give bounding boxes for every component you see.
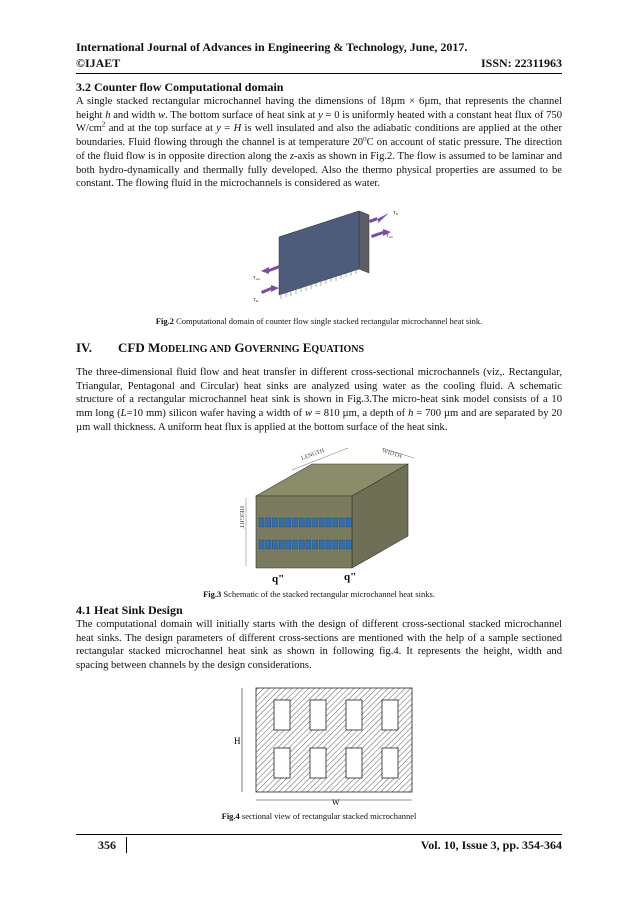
fig4-channel: [274, 700, 290, 730]
volume-info: Vol. 10, Issue 3, pp. 354-364: [420, 838, 562, 852]
page-number: 356: [98, 838, 116, 852]
section-4-1-title: 4.1 Heat Sink Design: [76, 603, 183, 617]
fig2-label-1: $T_{in}$: [393, 210, 399, 216]
fig3-channel: [299, 518, 304, 527]
fig3-channel: [286, 540, 291, 549]
journal-title: International Journal of Advances in Engineering & Technology, June, 2017.: [76, 40, 468, 54]
fig3-channel: [299, 540, 304, 549]
fig2-label-3: $T_{out}$: [253, 275, 260, 281]
header-rule: [76, 73, 562, 74]
fig2-body: [279, 211, 369, 299]
fig3-channel: [272, 540, 277, 549]
fig3-channel: [319, 540, 324, 549]
fig3-channel: [279, 518, 284, 527]
fig3-height-label: HEIGHT: [238, 506, 244, 529]
fig4-channel: [382, 700, 398, 730]
fig4-channel: [346, 748, 362, 778]
fig3-channel: [326, 518, 331, 527]
fig3-channel: [306, 518, 311, 527]
fig4-h-label: H: [234, 736, 241, 746]
fig3-channel: [286, 518, 291, 527]
issn: ISSN: 22311963: [480, 56, 562, 70]
fig4-caption: Fig.4 sectional view of rectangular stacked microchannel: [221, 811, 417, 821]
footer-separator: [126, 837, 127, 853]
fig4-channel: [310, 748, 326, 778]
fig3-caption: Fig.3 Schematic of the stacked rectangular microchannel heat sinks.: [203, 589, 435, 599]
fig2-label-4: $T_{in}$: [253, 297, 259, 303]
fig2-caption: Fig.2 Computational domain of counter flow single stacked rectangular microchannel heat sink.: [155, 316, 483, 326]
fig3-heat-flux-2: q": [344, 571, 357, 583]
fig3-channel: [259, 518, 264, 527]
fig3-channel: [326, 540, 331, 549]
fig4-channel: [274, 748, 290, 778]
fig3-channel: [293, 540, 298, 549]
header-row: [76, 56, 562, 71]
copyright: ©IJAET: [76, 56, 121, 70]
footer-rule: [76, 834, 562, 835]
fig3-channel: [259, 540, 264, 549]
fig3-length-label: LENGTH: [300, 448, 326, 462]
fig3-channel: [266, 518, 271, 527]
fig3-channel: [339, 518, 344, 527]
fig3-channel: [272, 518, 277, 527]
section-3-2-paragraph: A single stacked rectangular microchannel having the dimensions of 18µm × 6µm, that represents the channel height h and width w. The bottom surface of heat sink at y = 0 is uniformly heated with a constant heat flux of 750 $W/cm^2$ and at the top surface at y = H is well insulated and also the adiabatic conditions are applied at the other boundaries. Fluid flowing through the channel is at temperature 20$^o$C on account of static pressure. The direction of the fluid flow is in opposite direction along the z-axis as shown in Fig.2. The flow is assumed to be laminar and both hydro-dynamically and thermally fully developed. Also the thermo physical properties are assumed to be constant. The flowing fluid in the microchannels is considered as water.: [76, 96, 563, 190]
fig3-width-label: WIDTH: [381, 448, 403, 461]
section-4-1-paragraph: The computational domain will initially starts with the design of different cross-sectional stacked microchannel heat sinks. The design parameters of different cross-sections are mentioned with the help of a sample sectioned rectangular stacked microchannel heat sink as shown in following fig.4. It represents the height, width and spacing between channels by the design considerations.: [76, 619, 562, 672]
fig2-heat-sink-illustration: [231, 205, 411, 305]
fig3-channel: [306, 540, 311, 549]
fig3-stacked-heat-sink-schematic: [232, 446, 422, 586]
chapter-iv-paragraph: The three-dimensional fluid flow and heat transfer in different cross-sectional microchannels (viz,. Rectangular, Triangular, Pentagonal and Circular) heat sinks are analyzed using water as the cooling fluid. A schematic structure of a rectangular microchannel heat sink is shown in Fig.3.The micro-heat sink model consists of a 10 mm long (L=10 mm) silicon wafer having a width of w = 810 µm, a depth of h = 700 µm and are separated by 20 µm wall thickness. A uniform heat flux is applied at the bottom surface of the heat sink.: [76, 367, 562, 433]
fig3-heat-flux-1: q": [272, 573, 285, 585]
fig3-channel: [333, 540, 338, 549]
fig4-channel: [346, 700, 362, 730]
fig3-channel: [313, 518, 318, 527]
fig3-channel: [319, 518, 324, 527]
fig3-channel: [293, 518, 298, 527]
fig3-channel: [339, 540, 344, 549]
fig3-channel: [266, 540, 271, 549]
fig2-label-2: $T_{out}$: [386, 233, 393, 239]
fig3-channel: [346, 518, 351, 527]
chapter-iv-heading: IV. CFD MODELING AND GOVERNING EQUATIONS: [76, 340, 365, 355]
fig3-channel: [346, 540, 351, 549]
fig3-channel: [279, 540, 284, 549]
fig4-channel: [382, 748, 398, 778]
fig3-channel: [333, 518, 338, 527]
fig4-channel: [310, 700, 326, 730]
fig4-w-label: W: [332, 798, 340, 806]
fig4-sectional-view: [228, 684, 418, 806]
fig3-channel: [313, 540, 318, 549]
section-3-2-title: 3.2 Counter flow Computational domain: [76, 80, 284, 94]
